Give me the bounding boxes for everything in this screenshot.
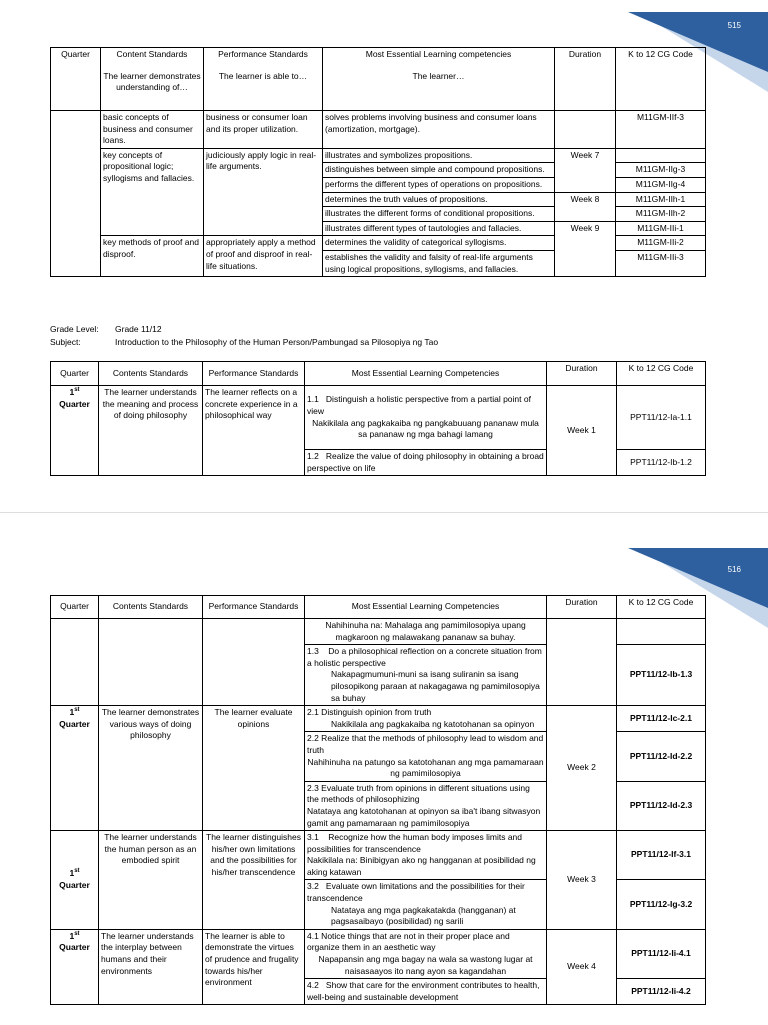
content-cell: The learner demonstrates various ways of doing philosophy [99, 706, 203, 831]
performance-cell: judiciously apply logic in real-life arguments. [204, 148, 323, 236]
competency-cell: determines the truth values of propositions. [323, 192, 555, 207]
competency-cell: 1.1 Distinguish a holistic perspective from a partial point of view Nakikilala ang pagkakaiba ng pangkabuuang pananaw mula sa pananaw ng mga bahagi lamang [305, 386, 547, 450]
code-cell: M11GM-IIg-4 [616, 177, 706, 192]
code-cell: M11GM-IIi-2 [616, 236, 706, 251]
duration-cell [547, 619, 617, 706]
competency-cell: 2.3 Evaluate truth from opinions in different situations using the methods of philosophizing Natataya ang katotohanan at opinyon sa iba't ibang sitwasyon gamit ang pamamaraan ng pamimilosopiya [305, 781, 547, 830]
competency-cell: 3.1 Recognize how the human body imposes limits and possibilities for transcendence Nakikilala na: Binibigyan ako ng hangganan at posibilidad ng aking katawan [305, 831, 547, 880]
grade-level-value: Grade 11/12 [115, 324, 162, 334]
competency-cell: solves problems involving business and consumer loans (amortization, mortgage). [323, 111, 555, 149]
header-performance: Performance Standards [203, 362, 305, 386]
code-cell: M11GM-IIg-3 [616, 163, 706, 178]
content-cell: The learner understands the meaning and process of doing philosophy [99, 386, 203, 476]
quarter-cell: 1st Quarter [51, 831, 99, 930]
performance-cell: business or consumer loan and its proper utilization. [204, 111, 323, 149]
header-duration: Duration [547, 362, 617, 386]
competency-cell: Nahihinuha na: Mahalaga ang pamimilosopiya upang magkaroon ng malawakang pananaw sa buhay. [305, 619, 547, 645]
header-quarter: Quarter [51, 596, 99, 619]
competency-table-philosophy-cont [50, 595, 706, 1005]
header-quarter: Quarter [51, 362, 99, 386]
header-content: Contents Standards [99, 596, 203, 619]
performance-cell: The learner evaluate opinions [203, 706, 305, 831]
table-row [51, 619, 706, 645]
content-cell: basic concepts of business and consumer loans. [101, 111, 204, 149]
quarter-cell: 1st Quarter [51, 706, 99, 831]
competency-cell: 1.3 Do a philosophical reflection on a concrete situation from a holistic perspective Nakapagmumuni-muni sa isang suliranin sa isang pilosopikong paraan at nakagagawa ng pamimilosopiya sa buhay [305, 645, 547, 706]
page-number: 515 [727, 21, 741, 30]
quarter-cell [51, 619, 99, 706]
table-row [51, 831, 706, 880]
code-cell: PPT11/12-Ia-1.1 [617, 386, 706, 450]
competency-cell: 1.2 Realize the value of doing philosophy in obtaining a broad perspective on life [305, 450, 547, 476]
page-515 [0, 0, 768, 512]
table-row [51, 111, 706, 149]
header-competencies: Most Essential Learning competencies The learner… [323, 48, 555, 111]
performance-cell: appropriately apply a method of proof and disproof in real-life situations. [204, 236, 323, 277]
page-number: 516 [727, 565, 741, 574]
code-cell: PPT11/12-Ii-4.1 [617, 929, 706, 978]
duration-cell: Week 9 [555, 221, 616, 276]
code-cell: PPT11/12-Ic-2.1 [617, 706, 706, 732]
performance-cell [203, 619, 305, 706]
competency-cell: performs the different types of operations on propositions. [323, 177, 555, 192]
competency-cell: 2.2 Realize that the methods of philosophy lead to wisdom and truth Nahihinuha na patungo sa katotohanan ang mga pamamaraan ng pamimilosopiya [305, 732, 547, 781]
header-duration: Duration [555, 48, 616, 111]
header-competencies: Most Essential Learning Competencies [305, 596, 547, 619]
content-cell: key methods of proof and disproof. [101, 236, 204, 277]
subject-label: Subject: [50, 337, 81, 347]
page-516 [0, 512, 768, 1025]
competency-table-philosophy [50, 361, 706, 476]
table-header-row [51, 362, 706, 386]
table-row [51, 929, 706, 978]
table-header-row [51, 596, 706, 619]
duration-cell: Week 2 [547, 706, 617, 831]
code-cell [616, 148, 706, 163]
duration-cell: Week 8 [555, 192, 616, 221]
quarter-cell: 1st Quarter [51, 386, 99, 476]
duration-cell: Week 1 [547, 386, 617, 476]
competency-cell: establishes the validity and falsity of real-life arguments using logical propositions, syllogisms, and fallacies. [323, 250, 555, 276]
competency-cell: distinguishes between simple and compound propositions. [323, 163, 555, 178]
table-row [51, 386, 706, 450]
header-competencies: Most Essential Learning Competencies [305, 362, 547, 386]
competency-cell: 4.2 Show that care for the environment contributes to health, well-being and sustainable development [305, 979, 547, 1005]
duration-cell [555, 111, 616, 149]
header-quarter: Quarter [51, 48, 101, 111]
table-row [51, 148, 706, 163]
code-cell: M11GM-IIh-2 [616, 207, 706, 222]
code-cell: PPT11/12-Id-2.3 [617, 781, 706, 830]
competency-cell: 2.1 Distinguish opinion from truth Nakikilala ang pagkakaiba ng katotohanan sa opinyon [305, 706, 547, 732]
competency-cell: illustrates different types of tautologies and fallacies. [323, 221, 555, 236]
duration-cell: Week 3 [547, 831, 617, 930]
header-performance: Performance Standards The learner is able to… [204, 48, 323, 111]
header-content: Content Standards The learner demonstrates understanding of… [101, 48, 204, 111]
code-cell: M11GM-IIf-3 [616, 111, 706, 149]
quarter-cell: 1st Quarter [51, 929, 99, 1005]
performance-cell: The learner is able to demonstrate the virtues of prudence and frugality towards his/her environment [203, 929, 305, 1005]
code-cell: M11GM-IIi-3 [616, 250, 706, 276]
code-cell: PPT11/12-Ii-4.2 [617, 979, 706, 1005]
code-cell: M11GM-IIh-1 [616, 192, 706, 207]
duration-cell: Week 4 [547, 929, 617, 1005]
table-row [51, 706, 706, 732]
code-cell: PPT11/12-Ib-1.3 [617, 645, 706, 706]
grade-level-line [50, 324, 162, 334]
content-cell: The learner understands the interplay between humans and their environments [99, 929, 203, 1005]
code-cell: M11GM-IIi-1 [616, 221, 706, 236]
performance-cell: The learner reflects on a concrete experience in a philosophical way [203, 386, 305, 476]
subject-value: Introduction to the Philosophy of the Human Person/Pambungad sa Pilosopiya ng Tao [115, 337, 439, 347]
header-code: K to 12 CG Code [617, 362, 706, 386]
code-cell: PPT11/12-If-3.1 [617, 831, 706, 880]
content-cell: key concepts of propositional logic; syllogisms and fallacies. [101, 148, 204, 236]
competency-cell: 4.1 Notice things that are not in their proper place and organize them in an aesthetic way Napapansin ang mga bagay na wala sa wastong lugar at naisasaayos ito nang ayon sa kagandahan [305, 929, 547, 978]
content-cell [99, 619, 203, 706]
performance-cell: The learner distinguishes his/her own limitations and the possibilities for his/her transcendence [203, 831, 305, 930]
code-cell: PPT11/12-Ib-1.2 [617, 450, 706, 476]
competency-cell: illustrates the different forms of conditional propositions. [323, 207, 555, 222]
competency-cell: illustrates and symbolizes propositions. [323, 148, 555, 163]
header-content: Contents Standards [99, 362, 203, 386]
quarter-cell [51, 111, 101, 277]
competency-cell: determines the validity of categorical syllogisms. [323, 236, 555, 251]
code-cell: PPT11/12-Id-2.2 [617, 732, 706, 781]
code-cell: PPT11/12-Ig-3.2 [617, 880, 706, 929]
table-header-row [51, 48, 706, 111]
subject-line [50, 337, 438, 347]
content-cell: The learner understands the human person as an embodied spirit [99, 831, 203, 930]
code-cell [617, 619, 706, 645]
header-code: K to 12 CG Code [616, 48, 706, 111]
header-code: K to 12 CG Code [617, 596, 706, 619]
header-performance: Performance Standards [203, 596, 305, 619]
grade-level-label: Grade Level: [50, 324, 99, 334]
duration-cell: Week 7 [555, 148, 616, 192]
competency-table-math [50, 47, 706, 277]
header-duration: Duration [547, 596, 617, 619]
competency-cell: 3.2 Evaluate own limitations and the possibilities for their transcendence Natataya ang mga pagkakatakda (hangganan) at pagsasaibayo (posibilidad) ng sarili [305, 880, 547, 929]
